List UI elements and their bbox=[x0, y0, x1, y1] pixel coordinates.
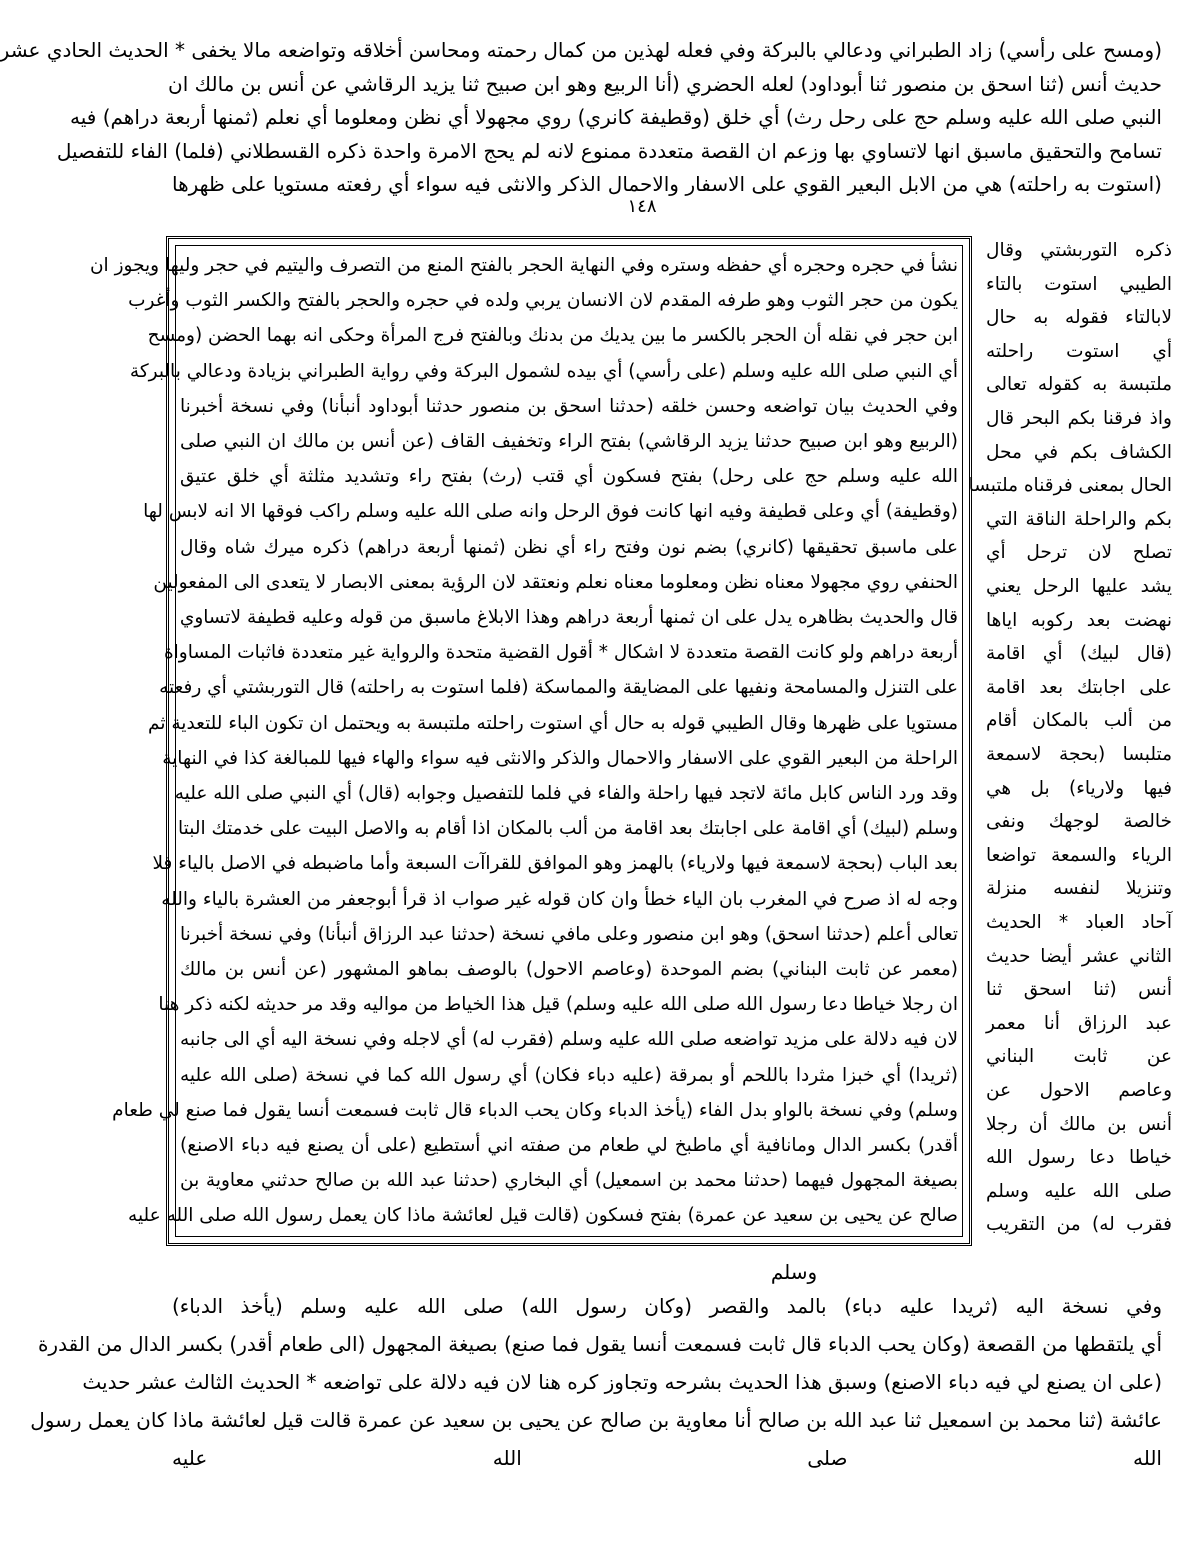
margin-text-line: عن ثابت البناني bbox=[986, 1046, 1172, 1068]
margin-text-line: فقرب له) من التقريب bbox=[986, 1214, 1172, 1236]
main-text-line: ان رجلا خياطا دعا رسول الله صلى الله عليه وسلم) قيل هذا الخياط من مواليه وقد مر حديثه لكنه ذكر هنا bbox=[158, 994, 958, 1016]
margin-text-line: فيها ولارياء) بل هي bbox=[986, 777, 1172, 799]
margin-text-line: ملتبسة به كقوله تعالى bbox=[986, 374, 1172, 396]
margin-text-line: الرياء والسمعة تواضعا bbox=[986, 844, 1172, 866]
margin-text-line: أنس بن مالك أن رجلا bbox=[986, 1113, 1172, 1135]
margin-text-line: أنس (ثنا اسحق ثنا bbox=[986, 979, 1172, 1001]
bottom-text-line: (على ان يصنع لي فيه دباء الاصنع) وسبق هذا الحديث بشرحه وتجاوز كره هنا لان فيه دلالة على تواضعه * الحديث الثالث عشر حديث bbox=[82, 1370, 1162, 1394]
margin-text-line: من ألب بالمكان أقام bbox=[986, 710, 1172, 732]
margin-text-line: الحال بمعنى فرقناه ملتبسا bbox=[968, 475, 1172, 497]
main-text-line: على التنزل والمسامحة ونفيها على المضايقة والمماسكة (فلما استوت به راحلته) قال التوربشتي أي رفعته bbox=[159, 677, 958, 699]
main-text-line: قال والحديث بظاهره يدل على ان ثمنها أربعة دراهم وهذا الابلاغ ماسبق من قوله وعليه قطيفة لاتساوي bbox=[179, 607, 958, 628]
bottom-text-line: عائشة (ثنا محمد بن اسمعيل ثنا عبد الله بن صالح أنا معاوية بن صالح عن يحيى بن سعيد عن عمرة قالت قيل لعائشة ماذا كان يعمل رسول bbox=[30, 1408, 1162, 1432]
margin-text-line: وتنزيلا لنفسه منزلة bbox=[986, 878, 1172, 900]
main-text-line: صالح عن يحيى بن سعيد عن عمرة) بفتح فسكون (قالت قيل لعائشة ماذا كان يعمل رسول الله صلى الله عليه bbox=[128, 1205, 958, 1227]
main-text-line: (معمر عن ثابت البناني) بضم الموحدة (وعاصم الاحول) بالوصف بماهو المشهور (عن أنس بن مالك bbox=[180, 959, 958, 980]
main-text-line: وجه له اذ صرح في المغرب بان الياء خطأ وان كان قوله غير صواب اذ قرأ أبوجعفر من العشرة بالياء والله bbox=[161, 888, 958, 910]
margin-text-line: تصلح لان ترحل أي bbox=[986, 542, 1172, 564]
main-text-line: أي النبي صلى الله عليه وسلم (على رأسي) أي بيده لشمول البركة وفي رواية الطبراني بزيادة ودعالي بالبركة bbox=[129, 360, 958, 382]
top-text-line: (استوت به راحلته) هي من الابل البعير القوي على الاسفار والاحمال الذكر والانثى فيه سواء أي رفعته مستويا على ظهرها bbox=[172, 172, 1162, 196]
main-text-line: على ماسبق تحقيقها (كانري) بضم نون وفتح راء أي نظن (ثمنها أربعة دراهم) ذكره ميرك شاه وقال bbox=[180, 536, 958, 558]
margin-text-line: خياطا دعا رسول الله bbox=[986, 1147, 1172, 1169]
main-text-line: وقد ورد الناس كابل مائة لاتجد فيها راحلة والفاء في فلما للتفصيل وجوابه (قال) أي النبي صلى الله عليه bbox=[174, 783, 958, 804]
main-text-line: ابن حجر في نقله أن الحجر بالكسر ما بين يديك من بدنك وبالفتح فرج المرأة وحكى انه بهما الحضن (ومسح bbox=[147, 325, 958, 347]
bottom-side-note: وسلم bbox=[770, 1260, 818, 1284]
top-text-line: حديث أنس (ثنا اسحق بن منصور ثنا أبوداود) لعله الحضري (أنا الربيع وهو ابن صبيح ثنا يزيد الرقاشي عن أنس بن مالك ان bbox=[168, 71, 1162, 96]
margin-text-line: وعاصم الاحول عن bbox=[986, 1080, 1172, 1101]
margin-text-line: عبد الرزاق أنا معمر bbox=[986, 1012, 1172, 1034]
main-text-line: الحنفي روي مجهولا معناه نظن ومعلوما معناه نعلم ونعتقد لان الرؤية بمعنى الابصار لا يتعدى الى المفعولين bbox=[153, 571, 958, 593]
main-text-line: مستويا على ظهرها وقال الطيبي قوله به حال أي استوت راحلته ملتبسة به ويحتمل ان تكون الباء للتعدية ثم bbox=[148, 712, 958, 734]
margin-text-line: واذ فرقنا بكم البحر قال bbox=[986, 408, 1172, 429]
main-text-line: نشأ في حجره وحجره أي حفظه وستره وفي النهاية الحجر بالفتح المنع من التصرف واليتيم في حجر وليها ويجوز ان bbox=[89, 255, 958, 276]
main-text-line: وفي الحديث بيان تواضعه وحسن خلقه (حدثنا اسحق بن منصور حدثنا أبوداود أنبأنا) وفي نسخة أخبرنا bbox=[180, 395, 958, 417]
margin-text-line: الكشاف بكم في محل bbox=[986, 441, 1172, 463]
bottom-text-line: وفي نسخة اليه (ثريدا عليه دباء) بالمد والقصر (وكان رسول الله) صلى الله عليه وسلم (يأخذ الدباء) bbox=[172, 1294, 1162, 1318]
top-text-line: تسامح والتحقيق ماسبق انها لاتساوي بها وزعم ان القصة متعددة ممنوع لانه لم يحج الامرة واحدة ذكره القسطلاني (فلما) الفاء للتفصيل bbox=[56, 138, 1162, 163]
main-text-line: لان فيه دلالة على مزيد تواضعه صلى الله عليه وسلم (فقرب له) أي لاجله وفي نسخة اليه أي الى جانبه bbox=[180, 1029, 958, 1051]
margin-text-line: لابالتاء فقوله به حال bbox=[986, 307, 1172, 329]
main-text-line: أقدر) بكسر الدال ومانافية أي ماطبخ لي طعام من صفته اني أستطيع (على أن يصنع فيه دباء الاصنع) bbox=[180, 1135, 958, 1156]
main-text-line: (الربيع وهو ابن صبيح حدثنا يزيد الرقاشي) بفتح الراء وتخفيف القاف (عن أنس بن مالك ان النبي صلى bbox=[180, 431, 958, 452]
page-number: ١٤٨ bbox=[627, 196, 657, 217]
bottom-text-line: أي يلتقطها من القصعة (وكان يحب الدباء قال ثابت فسمعت أنسا يقول فما صنع) بصيغة المجهول (الى طعام أقدر) بكسر الدال من القدرة bbox=[37, 1332, 1162, 1356]
main-text-line: بصيغة المجهول فيهما (حدثنا محمد بن اسمعيل) أي البخاري (حدثنا عبد الله بن صالح حدثني معاوية بن bbox=[180, 1170, 958, 1192]
main-text-line: الراحلة من البعير القوي على الاسفار والاحمال والذكر والانثى فيه سواء والهاء فيها للمبالغة كذا في النهاية bbox=[162, 747, 958, 769]
margin-text-line: بكم والراحلة الناقة التي bbox=[986, 508, 1172, 530]
main-text-line: (ثريدا) أي خبزا مثردا باللحم أو بمرقة (عليه دباء فكان) أي رسول الله كما في نسخة (صلى الله عليه bbox=[180, 1064, 958, 1086]
main-text-line: وسلم (لبيك) أي اقامة على اجابتك بعد اقامة من ألب بالمكان اذا أقام به والاصل البيت على خدمتك البتا bbox=[178, 818, 958, 840]
main-text-line: تعالى أعلم (حدثنا اسحق) وهو ابن منصور وعلى مافي نسخة (حدثنا عبد الرزاق أنبأنا) وفي نسخة أخبرنا bbox=[180, 923, 958, 945]
main-text-line: (وقطيفة) أي وعلى قطيفة وفيه انها كانت فوق الرحل وانه صلى الله عليه وسلم راكب فوقها الا انه لابس لها bbox=[143, 501, 958, 523]
margin-text-line: آحاد العباد * الحديث bbox=[986, 912, 1172, 933]
top-text-line: النبي صلى الله عليه وسلم حج على رحل رث) أي خلق (وقطيفة كانري) روي مجهولا أي نظن ومعلوما أي نعلم (ثمنها أربعة دراهم) فيه bbox=[70, 105, 1162, 129]
margin-text-line: أي استوت راحلته bbox=[986, 340, 1172, 362]
margin-text-line: نهضت بعد ركوبه اياها bbox=[986, 609, 1172, 631]
top-text-line: (ومسح على رأسي) زاد الطبراني ودعالي بالبركة وفي فعله لهذين من كمال رحمته ومحاسن أخلاقه وتواضعه مالا يخفى * الحديث الحادي عشر bbox=[0, 38, 1162, 62]
margin-text-line: على اجابتك بعد اقامة bbox=[986, 676, 1172, 698]
margin-text-line: الطيبي استوت بالتاء bbox=[986, 273, 1172, 295]
main-text-line: بعد الباب (بحجة لاسمعة فيها ولارياء) بالهمز وهو الموافق للقراآت السبعة وأما ماضبطه في الاصل بالياء فلا bbox=[152, 853, 958, 875]
main-text-line: الله عليه وسلم حج على رحل) بفتح فسكون أي قتب (رث) بفتح راء وتشديد مثلثة أي خلق عتيق bbox=[180, 466, 958, 488]
main-text-line: أربعة دراهم ولو كانت القصة متعددة لا اشكال * أقول القضية متحدة والرواية غير متعددة فاثبات المساواة bbox=[163, 642, 958, 664]
margin-text-line: خالصة لوجهك ونفى bbox=[986, 811, 1172, 833]
margin-text-line: متلبسا (بحجة لاسمعة bbox=[986, 744, 1172, 765]
margin-text-line: يشد عليها الرحل يعني bbox=[986, 576, 1172, 597]
main-text-line: وسلم) وفي نسخة بالواو بدل الفاء (يأخذ الدباء وكان يحب الدباء قال ثابت فسمعت أنسا يقول فما صنع لي طعام bbox=[112, 1099, 958, 1121]
margin-text-line: الثاني عشر أيضا حديث bbox=[986, 945, 1172, 967]
bottom-text-line: الله صلى الله عليه bbox=[172, 1446, 1162, 1470]
margin-text-line: صلى الله عليه وسلم bbox=[986, 1180, 1172, 1202]
margin-text-line: (قال لبيك) أي اقامة bbox=[986, 643, 1172, 665]
margin-text-line: ذكره التوربشتي وقال bbox=[986, 240, 1172, 261]
main-text-line: يكون من حجر الثوب وهو طرفه المقدم لان الانسان يربي ولده في حجره والحجر بالفتح والكسر الثوب وأغرب bbox=[128, 290, 958, 312]
